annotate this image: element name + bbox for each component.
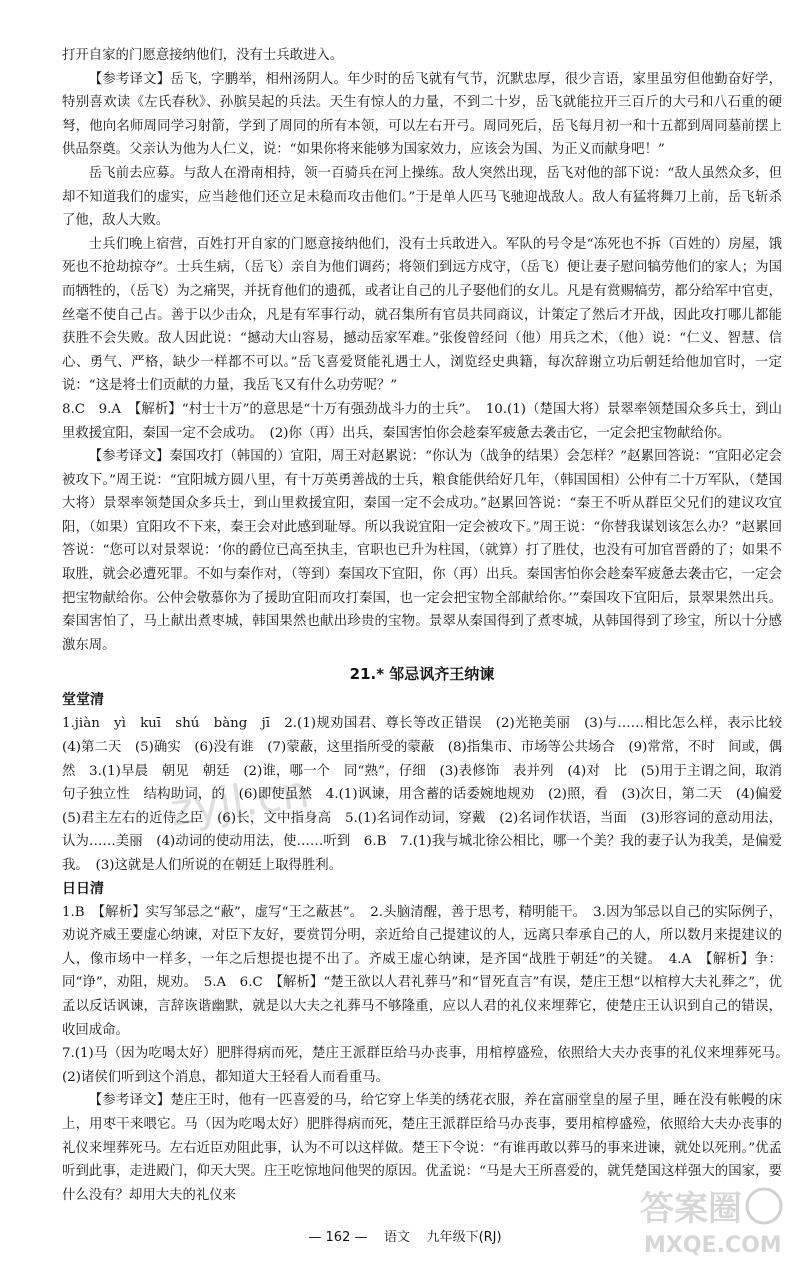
- answer-circle-watermark: [634, 1182, 784, 1260]
- stamp-title: 答案圈: [640, 1189, 742, 1229]
- site-watermark: zyjl.cn: [167, 766, 313, 837]
- subsection-heading: 堂堂清: [62, 692, 104, 709]
- answer-paragraph: 士兵们晚上宿营，百姓打开自家的门愿意接纳他们，没有士兵敢进入。军队的号令是“冻死也不拆（百姓的）房屋，饿死也不抢劫掠夺”。士兵生病，（岳飞）亲自为他们调药；将领们到远方戍守，（岳飞）便让妻子慰问犒劳他们的家人；为国而牺牲的，（岳飞）为之痛哭，并抚育他们的遗孤，或者让自己的儿子娶他们的女儿。凡是有赏赐犒劳，都分给军中官吏，丝毫不使自己占。善于以少击众，凡是有军事行动，就召集所有官员共同商议，计策定了然后才开战，因此攻打哪儿都能获胜不会失败。敌人因此说：“撼动大山容易，撼动岳家军难。”张俊曾经问（他）用兵之术，（他）说：“仁义、智慧、信心、勇气、严格，缺少一样都不可以。”岳飞喜爱贤能礼遇士人，浏览经史典籍，每次辞谢立功后朝廷给他加官时，一定说：“这是将士们贡献的力量，我岳飞又有什么功劳呢？”: [62, 236, 782, 394]
- answer-paragraph: 7.(1)马（因为吃喝太好）肥胖得病而死，楚庄王派群臣给马办丧事，用棺椁盛殓，依照给大夫办丧事的礼仪来埋葬死马。 (2)诸侯们听到这个消息，都知道大王轻看人而看重马。: [62, 1046, 796, 1085]
- page-number: — 162 —: [308, 1230, 368, 1245]
- answer-paragraph: 【参考译文】楚庄王时，他有一匹喜爱的马，给它穿上华美的绣花衣服，养在富丽堂皇的屋子里，睡在没有帐幔的床上，用枣干来喂它。马（因为吃喝太好）肥胖得病而死，楚庄王派群臣给马办丧事，要用棺椁盛殓，依照给大夫办丧事的礼仪来埋葬死马。左右近臣劝阻此事，认为不可以这样做。楚王下令说：“有谁再敢以葬马的事来进谏，就处以死刑。”优孟听到此事，走进殿门，仰天大哭。庄王吃惊地问他哭的原因。优孟说：“马是大王所喜爱的，就凭楚国这样强大的国家，要什么没有？却用大夫的礼仪来: [62, 1093, 782, 1203]
- stamp-url: MXQE.COM: [644, 1233, 782, 1258]
- answer-paragraph: 【参考译文】秦国攻打（韩国的）宜阳，周王对赵累说：“你认为（战争的结果）会怎样？”赵累回答说：“宜阳必定会被攻下。”周王说：“宜阳城方圆八里，有十万英勇善战的士兵，粮食能供给好几年，（韩国国相）公仲有二十万军队，（楚国大将）景翠率领楚国众多兵士，到山里救援宜阳，秦国一定不会成功。”赵累回答说：“秦王不听从群臣父兄们的建议攻宜阳，（如果）宜阳攻不下来，秦王会对此感到耻辱。所以我说宜阳一定会被攻下。”周王说：“你替我谋划该怎么办？”赵累回答说：“您可以对景翠说：‘你的爵位已高至执圭，官职也已升为柱国，（就算）打了胜仗，也没有可加官晋爵的了；如果不取胜，就会必遭死罪。不如与秦作对，（等到）秦国攻下宜阳，你（再）出兵。秦国害怕你会趁秦军疲惫去袭击它，一定会把宝物献给你。公仲会敬慕你为了援助宜阳而攻打秦国，也一定会把宝物全部献给你。’”秦国攻下宜阳后，景翠果然出兵。秦国害怕了，马上献出煮枣城，韩国果然也献出珍贵的宝物。景翠从秦国得到了煮枣城，从韩国得到了珍宝，所以十分感激东周。: [62, 449, 782, 653]
- answer-page: [62, 44, 796, 1207]
- subsection-heading: 日日清: [62, 880, 104, 897]
- subject-label: 语文: [384, 1230, 411, 1245]
- answer-paragraph: 岳飞前去应募。与敌人在滑南相持，领一百骑兵在河上操练。敌人突然出现，岳飞对他的部下说：“敌人虽然众多，但却不知道我们的虚实，应当趁他们还立足未稳而攻击他们。”于是单人匹马飞驰迎战敌人。敌人有猛将舞刀上前，岳飞斩杀了他，敌人大败。: [62, 165, 782, 229]
- section-title: 21.* 邹忌讽齐王纳谏: [349, 665, 495, 684]
- grade-label: 九年级下(RJ): [426, 1230, 502, 1245]
- answer-paragraph: 1.B 【解析】实写邹忌之“蔽”，虚写“王之蔽甚”。 2.头脑清醒，善于思考，精明能干。 3.因为邹忌以自己的实际例子，劝说齐威王要虚心纳谏，对臣下友好，要赏罚分明，亲近给自己提建议的人，远离只奉承自己的人，所以数月来提建议的人，像市场中一样多，一年之后想提也提不出了。齐威王虚心纳谏，是齐国“战胜于朝廷”的关键。 4.A 【解析】争：同“诤”，劝阻，规劝。 5.A 6.C 【解析】“楚王欲以人君礼葬马”和“冒死直言”有误，楚庄王想“以棺椁大夫礼葬之”，优孟以反话讽谏，言辞诙谐幽默，就是以大夫之礼葬马不够隆重，应以人君的礼仪来埋葬它，使楚庄王认识到自己的错误，收回成命。: [62, 904, 782, 1038]
- answer-paragraph: 8.C 9.A 【解析】“村士十万”的意思是“十万有强劲战斗力的士兵”。 10.(1)（楚国大将）景翠率领楚国众多兵士，到山里救援宜阳，秦国一定不会成功。 (2)你（再）出兵，秦国害怕你会趁秦军疲惫去袭击它，一定会把宝物献给你。: [62, 401, 782, 441]
- answer-paragraph: 打开自家的门愿意接纳他们，没有士兵敢进入。: [62, 48, 344, 63]
- answer-paragraph: 1.jiàn yì kuī shú bàng jī 2.(1)规劝国君、尊长等改正错误 (2)光艳美丽 (3)与……相比怎么样，表示比较 (4)第二天 (5)确实 (6)没有谁 (7)蒙蔽，这里指所受的蒙蔽 (8)指集市、市场等公共场合 (9)常常，不时 间或，偶然 3.(1)早晨 朝见 朝廷 (2)谁，哪一个 同“熟”，仔细 (3)表修饰 表并列 (4)对 比 (5)用于主谓之间，取消句子独立性 结构助词，的 (6)即使虽然 4.(1)讽谏，用含蓄的话委婉地规劝 (2)照，看 (3)次日，第二天 (4)偏爱 (5)君主左右的近侍之臣 (6)长，文中指身高 5.(1)名词作动词，穿戴 (2)名词作状语，当面 (3)形容词的意动用法，认为……美丽 (4)动词的使动用法，使……听到 6.B 7.(1)我与城北徐公相比，哪一个美？我的妻子认为我美，是偏爱我。 (3)这就是人们所说的在朝廷上取得胜利。: [62, 716, 796, 873]
- answer-paragraph: 【参考译文】岳飞，字鹏举，相州汤阴人。年少时的岳飞就有气节，沉默忠厚，很少言语，家里虽穷但他勤奋好学，特别喜欢读《左氏春秋》、孙膑吴起的兵法。天生有惊人的力量，不到二十岁，岳飞就能拉开三百斤的大弓和八石重的硬弩，他向名师周同学习射箭，学到了周同的所有本领，可以左右开弓。周同死后，岳飞每月初一和十五都到周同墓前摆上供品祭奠。父亲认为他为人仁义，说：“如果你将来能够为国家效力，应该会为国、为正义而献身吧！”: [62, 71, 782, 158]
